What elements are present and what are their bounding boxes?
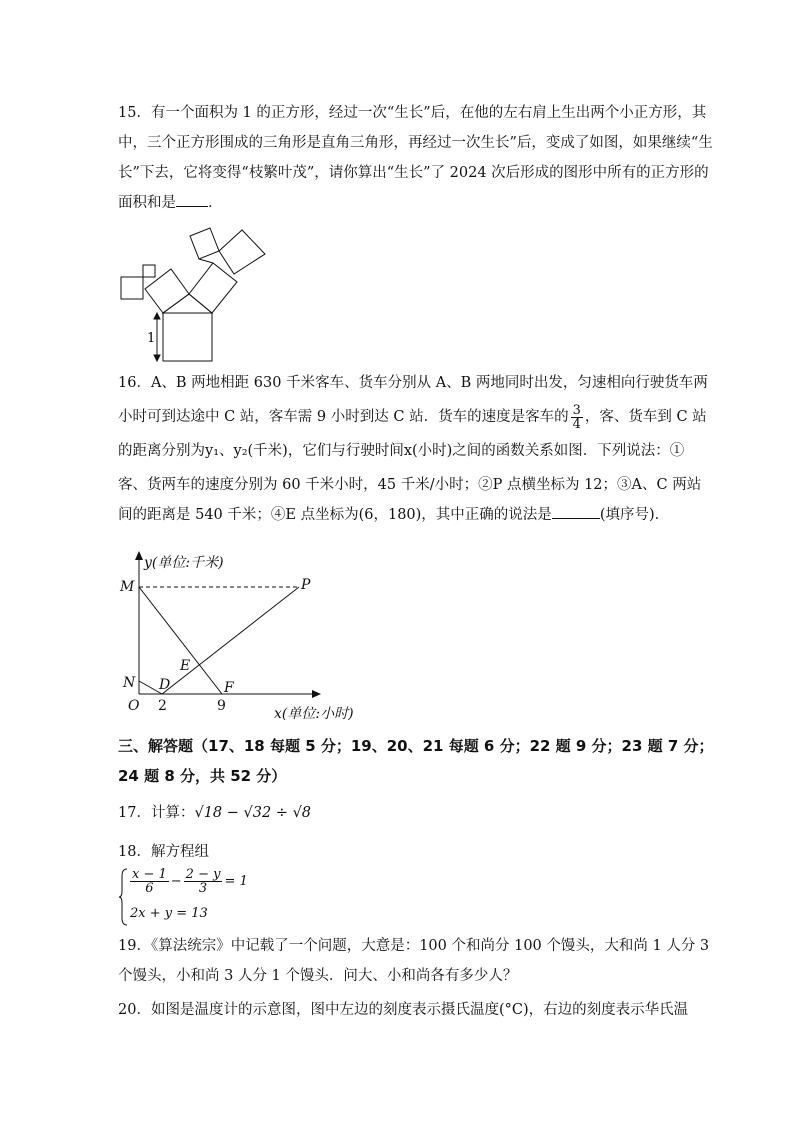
tl-tiny-square (143, 265, 155, 277)
equation-1 (128, 868, 248, 895)
triangle-level1 (163, 294, 212, 313)
eq1-minus: − (170, 874, 182, 889)
tree-trunk-line (199, 259, 213, 263)
q18-label: 18．解方程组 (118, 844, 209, 860)
fraction-numerator: 3 (572, 402, 581, 418)
pythagoras-tree-figure (110, 222, 280, 367)
distance-time-graph (112, 546, 382, 724)
x-axis-label: x(单位:小时) (274, 706, 354, 722)
equation-2: 2x + y = 13 (130, 906, 208, 921)
q15-line-2: 中，三个正方形围成的三角形是直角三角形，再经过一次生长”后，变成了如图，如果继续“生 (118, 135, 713, 151)
question-18 (118, 837, 678, 867)
point-m-label: M (120, 579, 135, 595)
q17-label: 17．计算： (118, 805, 195, 821)
arrow-head-bottom (154, 355, 160, 361)
question-15 (118, 98, 713, 218)
q15-line-4 (118, 188, 678, 218)
q16-line-2-post: ，客、货车到 C 站 (584, 409, 707, 425)
right-square-level1 (189, 263, 237, 313)
y-axis-arrow (135, 551, 143, 560)
eq1-rhs: = 1 (224, 874, 248, 889)
section-3-header (118, 731, 718, 791)
tl-small-square (121, 277, 143, 299)
origin-label: O (128, 698, 140, 714)
question-20 (118, 995, 689, 1025)
eq1-fraction-a (130, 868, 169, 895)
q16-line-5 (118, 500, 678, 530)
question-17 (118, 798, 678, 828)
eq1-fraction-b (184, 868, 223, 895)
eq1-a-den: 6 (145, 881, 154, 896)
x-axis-arrow (312, 690, 321, 698)
answer-blank-15 (176, 190, 208, 207)
equation-system (118, 868, 318, 926)
eq1-b-num: 2 − y (185, 867, 221, 882)
q15-line-4-end: ． (208, 195, 223, 211)
tr-square-b (219, 230, 265, 274)
q15-line-3: 长”下去，它将变得“枝繁叶茂”，请你算出“生长”了 2024 次后形成的图形中所有的正方形的 (118, 165, 709, 181)
q17-expression: √18 − √32 ÷ √8 (194, 805, 312, 821)
left-square-level1 (145, 269, 189, 313)
line-d-p (162, 587, 299, 694)
q19-line-2: 个馒头，小和尚 3 人分 1 个馒头．问大、小和尚各有多少人？ (118, 968, 518, 984)
figure-length-label: 1 (147, 331, 156, 346)
q16-line-1: 16．A、B 两地相距 630 千米客车、货车分别从 A、B 两地同时出发，匀速相向行驶货车两 (118, 375, 708, 391)
question-19 (118, 931, 710, 991)
q16-line-5-post: (填序号)． (599, 507, 670, 523)
eq1-a-num: x − 1 (132, 867, 167, 882)
section-3-line-1: 三、解答题（17、18 每题 5 分；19、20、21 每题 6 分；22 题 9 分；23 题 7 分； (118, 737, 714, 755)
fraction-three-quarters (571, 404, 583, 431)
arrow-head-top (154, 313, 160, 319)
x-tick-9: 9 (217, 698, 226, 714)
eq1-b-den: 3 (198, 881, 208, 896)
x-tick-2: 2 (158, 698, 167, 714)
q19-line-1: 19．《算法统宗》中记载了一个问题，大意是：100 个和尚分 100 个馒头，大和尚 1 人分 3 (118, 938, 710, 954)
line-m-f (139, 587, 222, 694)
q20-line-1: 20．如图是温度计的示意图，图中左边的刻度表示摄氏温度(°C)，右边的刻度表示华氏温 (118, 1002, 689, 1018)
point-e-label: E (180, 658, 191, 674)
base-square (163, 313, 212, 361)
fraction-denominator: 4 (572, 416, 581, 432)
q16-line-2 (118, 402, 707, 432)
q16-line-5-pre: 间的距离是 540 千米；④E 点坐标为(6，180)，其中正确的说法是 (118, 507, 552, 523)
question-16 (118, 368, 708, 530)
q15-line-4-text: 面积和是 (118, 195, 176, 211)
y-axis-label: y(单位:千米) (144, 555, 224, 571)
point-d-label: D (159, 677, 171, 693)
q15-line-1: 15．有一个面积为 1 的正方形，经过一次“生长”后，在他的左右肩上生出两个小正方形，其 (118, 105, 707, 121)
point-n-label: N (123, 675, 136, 691)
section-3-line-2: 24 题 8 分，共 52 分） (118, 767, 287, 785)
answer-blank-16 (552, 502, 600, 519)
point-p-label: P (301, 577, 311, 593)
tr-square-a (190, 228, 219, 259)
q16-line-2-pre: 小时可到达途中 C 站，客车需 9 小时到达 C 站．货车的速度是客车的 (118, 409, 569, 425)
q16-line-4: 客、货两车的速度分别为 60 千米小时，45 千米/小时；②P 点横坐标为 12；③A、C 两站 (118, 477, 702, 493)
q16-line-3: 的距离分别为y₁、y₂(千米)，它们与行驶时间x(小时)之间的函数关系如图．下列说法：① (118, 443, 685, 459)
point-f-label: F (224, 680, 234, 696)
system-brace (118, 868, 128, 926)
